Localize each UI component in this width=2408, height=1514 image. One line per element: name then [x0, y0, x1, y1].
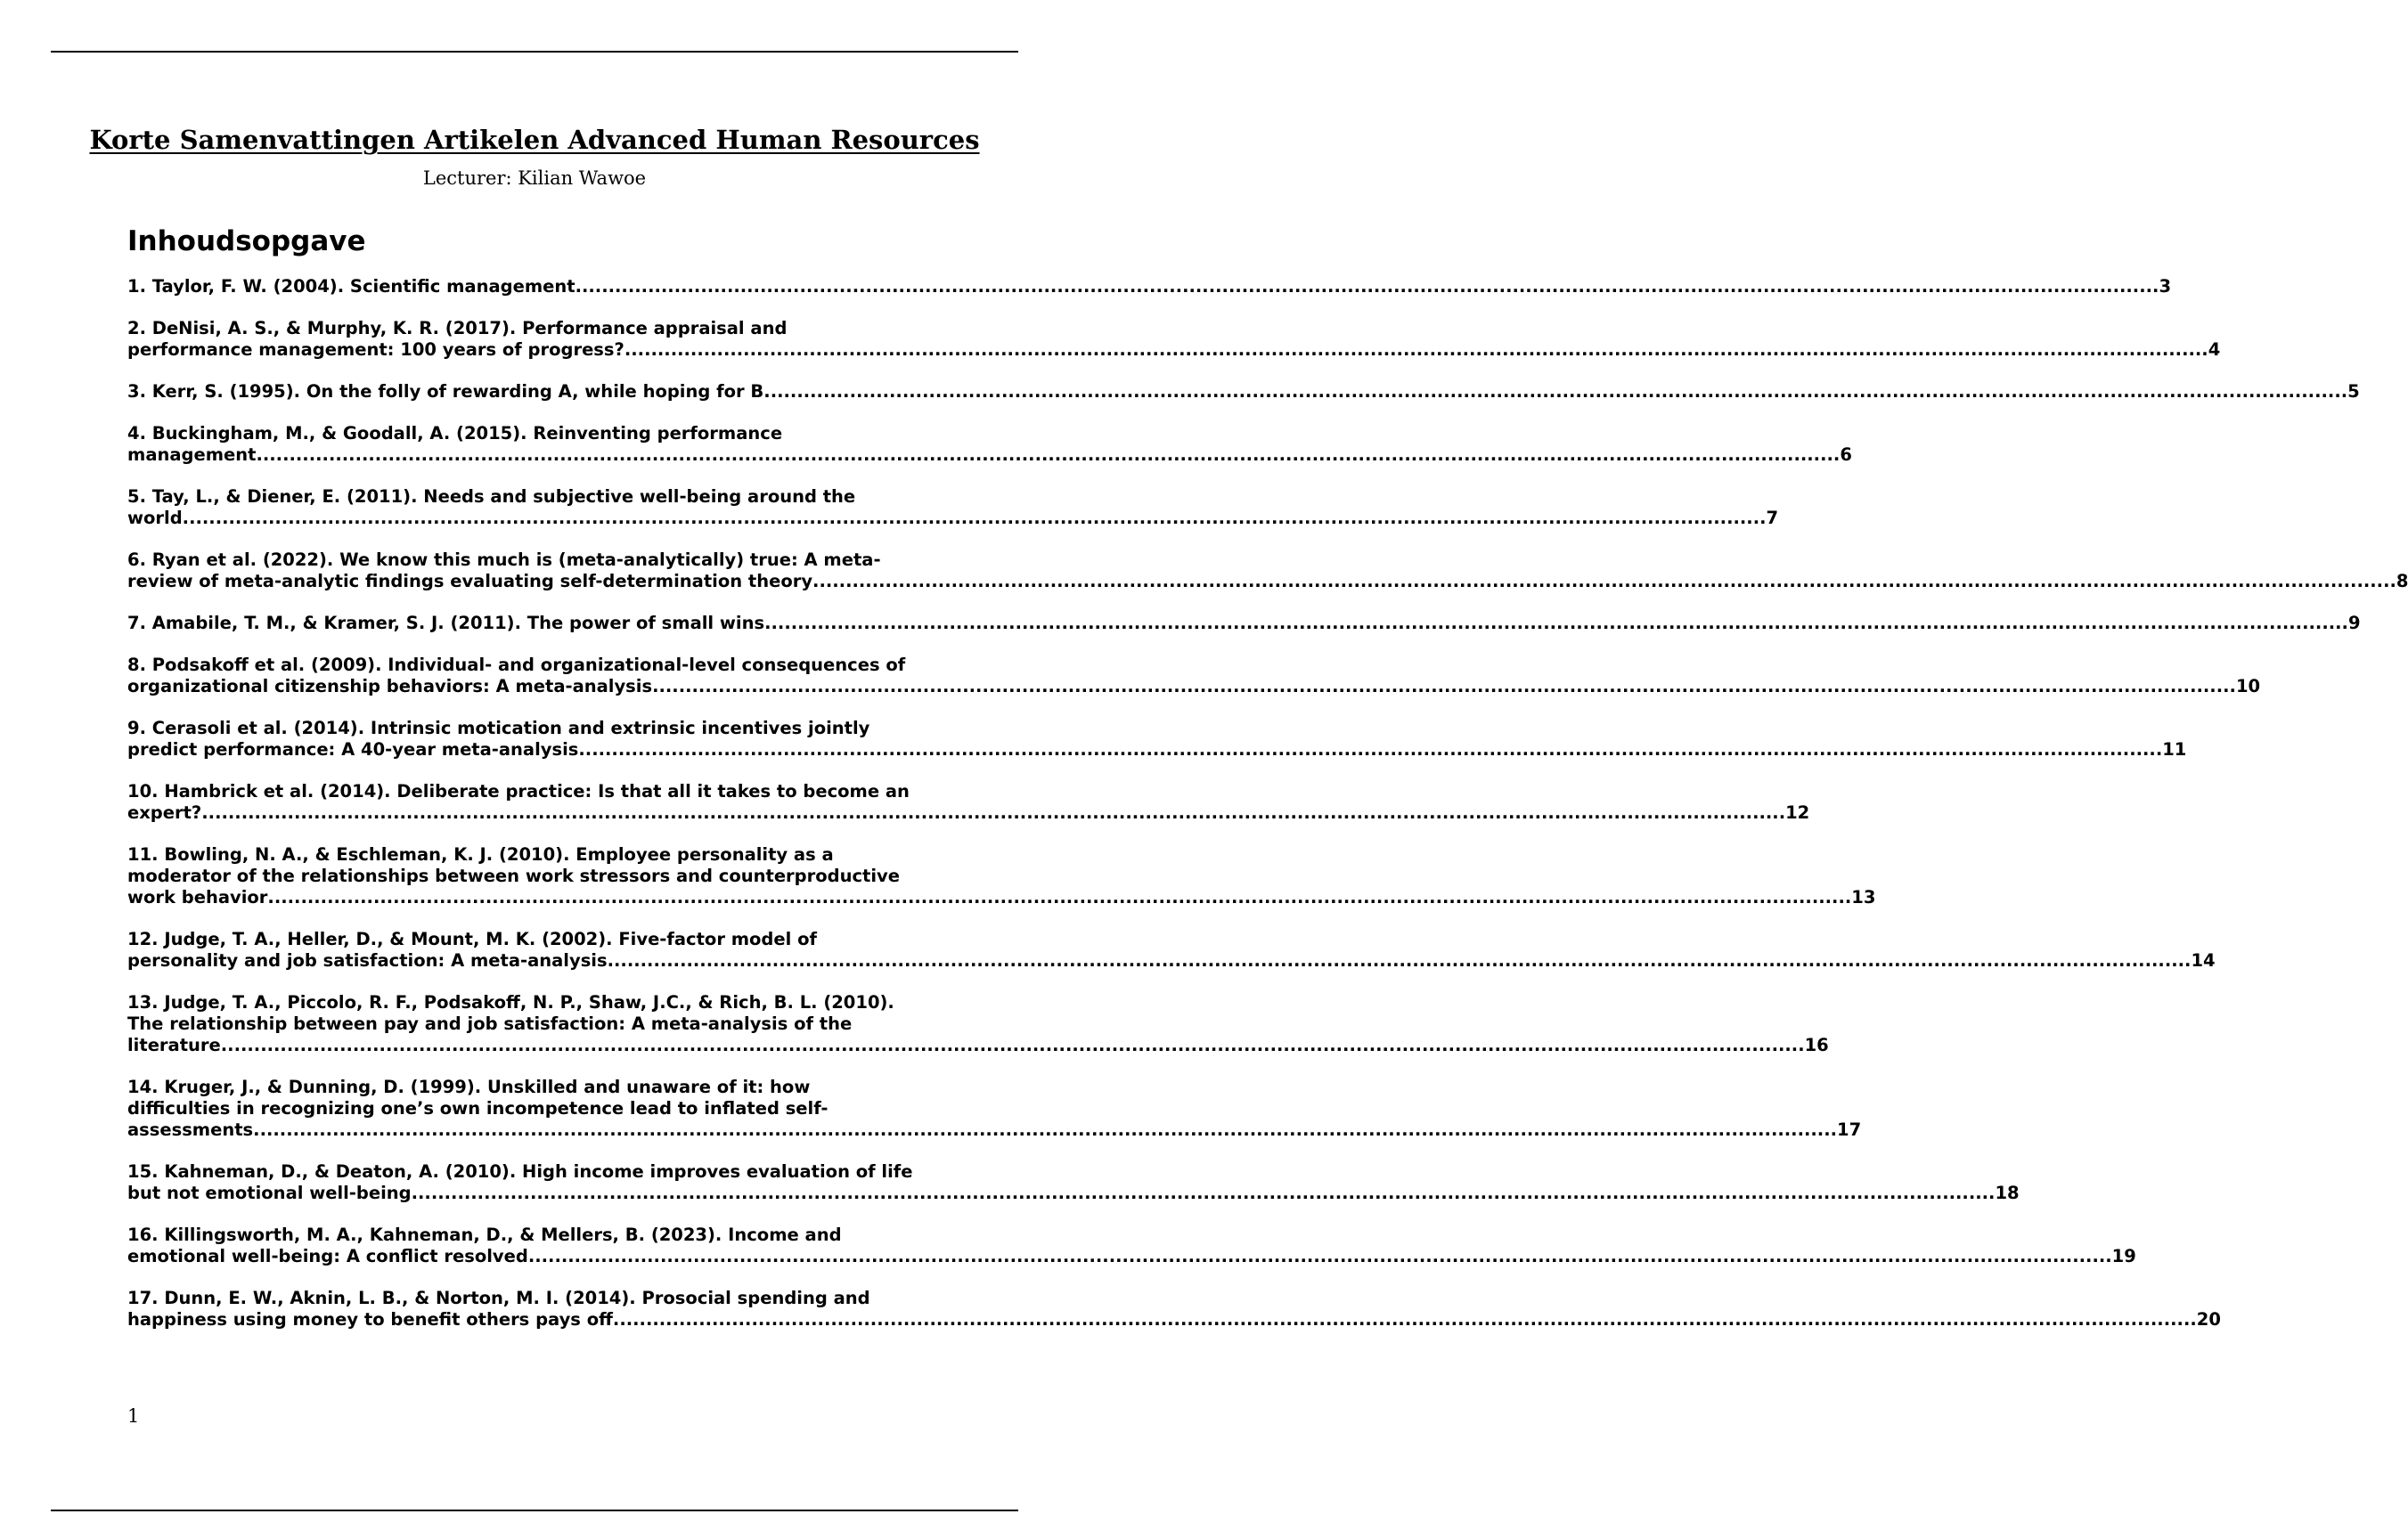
- toc-entry-last-line: [127, 276, 2172, 297]
- toc-entry-last-line: [127, 739, 2187, 761]
- toc-entry-page: 6: [1840, 444, 1852, 465]
- toc-entry-text: organizational citizenship behaviors: A meta-analysis: [127, 676, 653, 696]
- toc-dot-leader: [267, 887, 1851, 908]
- toc-entry-text: assessments: [127, 1119, 254, 1140]
- toc-dot-leader: [221, 1035, 1805, 1056]
- toc-dot-leader: [764, 613, 2348, 634]
- toc-entry[interactable]: [127, 1288, 2221, 1331]
- toc-entry[interactable]: [127, 718, 2187, 761]
- toc-entry-last-line: [127, 676, 2261, 697]
- toc-entry-text: 7. Amabile, T. M., & Kramer, S. J. (2011). The power of small wins: [127, 613, 765, 633]
- toc-entry[interactable]: [127, 381, 2360, 403]
- toc-dot-leader: [763, 381, 2347, 403]
- toc-entry[interactable]: [127, 655, 2261, 697]
- toc-entry-text: 1. Taylor, F. W. (2004). Scientific management: [127, 276, 575, 297]
- toc-entry-last-line: [127, 1246, 2136, 1267]
- toc-entry-page: 17: [1837, 1119, 1862, 1140]
- toc-dot-leader: [201, 802, 1785, 824]
- toc-entry[interactable]: [127, 613, 2361, 634]
- toc-entry-text: emotional well-being: A conflict resolved: [127, 1246, 528, 1266]
- toc-entry-page: 12: [1785, 802, 1810, 823]
- toc-entry[interactable]: [127, 423, 1852, 466]
- toc-entry-last-line: [127, 508, 1779, 529]
- toc-entry[interactable]: [127, 276, 2172, 297]
- toc-dot-leader: [528, 1246, 2112, 1267]
- toc-entry-page: 19: [2111, 1246, 2136, 1266]
- toc-entry-page: 4: [2208, 339, 2221, 360]
- toc-dot-leader: [652, 676, 2236, 697]
- toc-entry-page: 7: [1766, 508, 1779, 528]
- toc-entry-last-line: [127, 444, 1852, 466]
- toc-entry-page: 14: [2191, 950, 2216, 971]
- page-number: 1: [127, 1405, 140, 1427]
- toc-dot-leader: [578, 739, 2162, 761]
- toc-entry-last-line: [127, 571, 2408, 592]
- toc-dot-leader: [256, 444, 1840, 466]
- toc-entry-last-line: [127, 339, 2221, 361]
- toc-entry-page: 18: [1995, 1183, 2020, 1203]
- toc-entry[interactable]: [127, 486, 1779, 529]
- toc-entry-line: 2. DeNisi, A. S., & Murphy, K. R. (2017). Performance appraisal and: [127, 318, 788, 338]
- toc-entry-line: 12. Judge, T. A., Heller, D., & Mount, M. K. (2002). Five-factor model of: [127, 929, 817, 949]
- toc-entry-text: personality and job satisfaction: A meta-analysis: [127, 950, 608, 971]
- document-title: Korte Samenvattingen Artikelen Advanced Human Resources: [89, 125, 980, 155]
- toc-entry-last-line: [127, 802, 1810, 824]
- toc-entry-last-line: [127, 613, 2361, 634]
- toc-entry-line: 8. Podsakoff et al. (2009). Individual- and organizational-level consequences of: [127, 655, 906, 675]
- toc-entry-page: 5: [2347, 381, 2360, 402]
- toc-entry-line: 17. Dunn, E. W., Aknin, L. B., & Norton, M. I. (2014). Prosocial spending and: [127, 1288, 870, 1308]
- toc-heading: Inhoudsopgave: [127, 225, 366, 257]
- toc-dot-leader: [812, 571, 2396, 592]
- toc-entry-text: but not emotional well-being: [127, 1183, 412, 1203]
- toc-entry-last-line: [127, 887, 1876, 908]
- toc-dot-leader: [183, 508, 1767, 529]
- toc-entry[interactable]: [127, 1225, 2136, 1267]
- toc-entry-line: 14. Kruger, J., & Dunning, D. (1999). Unskilled and unaware of it: how: [127, 1077, 811, 1097]
- toc-entry-line: 15. Kahneman, D., & Deaton, A. (2010). High income improves evaluation of life: [127, 1161, 913, 1182]
- table-of-contents: [127, 276, 2408, 1351]
- toc-entry-last-line: [127, 1035, 1829, 1056]
- toc-entry-page: 8: [2396, 571, 2408, 591]
- toc-entry-line: 11. Bowling, N. A., & Eschleman, K. J. (2010). Employee personality as a: [127, 844, 834, 865]
- toc-entry-line: 9. Cerasoli et al. (2014). Intrinsic motication and extrinsic incentives jointly: [127, 718, 870, 738]
- toc-entry-last-line: [127, 1119, 1862, 1141]
- toc-entry-line: difficulties in recognizing one’s own incompetence lead to inflated self-: [127, 1098, 829, 1119]
- toc-entry-page: 9: [2347, 613, 2361, 633]
- toc-entry-page: 20: [2196, 1309, 2221, 1330]
- toc-entry[interactable]: [127, 318, 2221, 361]
- toc-entry-last-line: [127, 381, 2360, 403]
- toc-entry[interactable]: [127, 1077, 1862, 1141]
- toc-entry-line: moderator of the relationships between work stressors and counterproductive: [127, 866, 900, 886]
- toc-entry-text: performance management: 100 years of progress?: [127, 339, 624, 360]
- toc-entry-text: world: [127, 508, 183, 528]
- toc-entry-last-line: [127, 1309, 2221, 1331]
- toc-entry-text: expert?: [127, 802, 202, 823]
- toc-entry[interactable]: [127, 781, 1810, 824]
- toc-entry[interactable]: [127, 1161, 2020, 1204]
- toc-entry-text: happiness using money to benefit others pays off: [127, 1309, 613, 1330]
- toc-entry[interactable]: [127, 549, 2408, 592]
- lecturer-line: Lecturer: Kilian Wawoe: [422, 167, 647, 189]
- toc-dot-leader: [608, 950, 2192, 972]
- toc-dot-leader: [412, 1183, 1996, 1204]
- toc-entry-line: 5. Tay, L., & Diener, E. (2011). Needs and subjective well-being around the: [127, 486, 856, 507]
- toc-entry-page: 11: [2162, 739, 2187, 760]
- toc-entry-line: 10. Hambrick et al. (2014). Deliberate practice: Is that all it takes to become an: [127, 781, 910, 802]
- toc-entry-text: literature: [127, 1035, 221, 1055]
- toc-dot-leader: [575, 276, 2159, 297]
- toc-entry-line: The relationship between pay and job satisfaction: A meta-analysis of the: [127, 1013, 853, 1034]
- toc-dot-leader: [253, 1119, 1837, 1141]
- toc-entry-page: 16: [1804, 1035, 1829, 1055]
- toc-entry-text: review of meta-analytic findings evaluating self-determination theory: [127, 571, 813, 591]
- toc-entry-text: predict performance: A 40-year meta-analysis: [127, 739, 579, 760]
- toc-entry-line: 13. Judge, T. A., Piccolo, R. F., Podsakoff, N. P., Shaw, J.C., & Rich, B. L. (2010).: [127, 992, 894, 1013]
- toc-entry-text: 3. Kerr, S. (1995). On the folly of rewarding A, while hoping for B: [127, 381, 764, 402]
- footer-rule: [51, 1510, 1018, 1511]
- toc-entry-page: 3: [2159, 276, 2172, 297]
- toc-entry-last-line: [127, 950, 2216, 972]
- toc-entry-line: 6. Ryan et al. (2022). We know this much is (meta-analytically) true: A meta-: [127, 549, 881, 570]
- toc-dot-leader: [624, 339, 2208, 361]
- toc-entry[interactable]: [127, 929, 2216, 972]
- toc-entry-text: management: [127, 444, 257, 465]
- toc-entry-line: 4. Buckingham, M., & Goodall, A. (2015). Reinventing performance: [127, 423, 783, 444]
- toc-entry-page: 13: [1851, 887, 1876, 908]
- toc-entry-last-line: [127, 1183, 2020, 1204]
- toc-entry-text: work behavior: [127, 887, 268, 908]
- toc-entry-line: 16. Killingsworth, M. A., Kahneman, D., & Mellers, B. (2023). Income and: [127, 1225, 842, 1245]
- toc-entry-page: 10: [2235, 676, 2261, 696]
- toc-entry[interactable]: [127, 844, 1876, 908]
- header-rule: [51, 51, 1018, 53]
- toc-entry[interactable]: [127, 992, 1829, 1056]
- toc-dot-leader: [613, 1309, 2197, 1331]
